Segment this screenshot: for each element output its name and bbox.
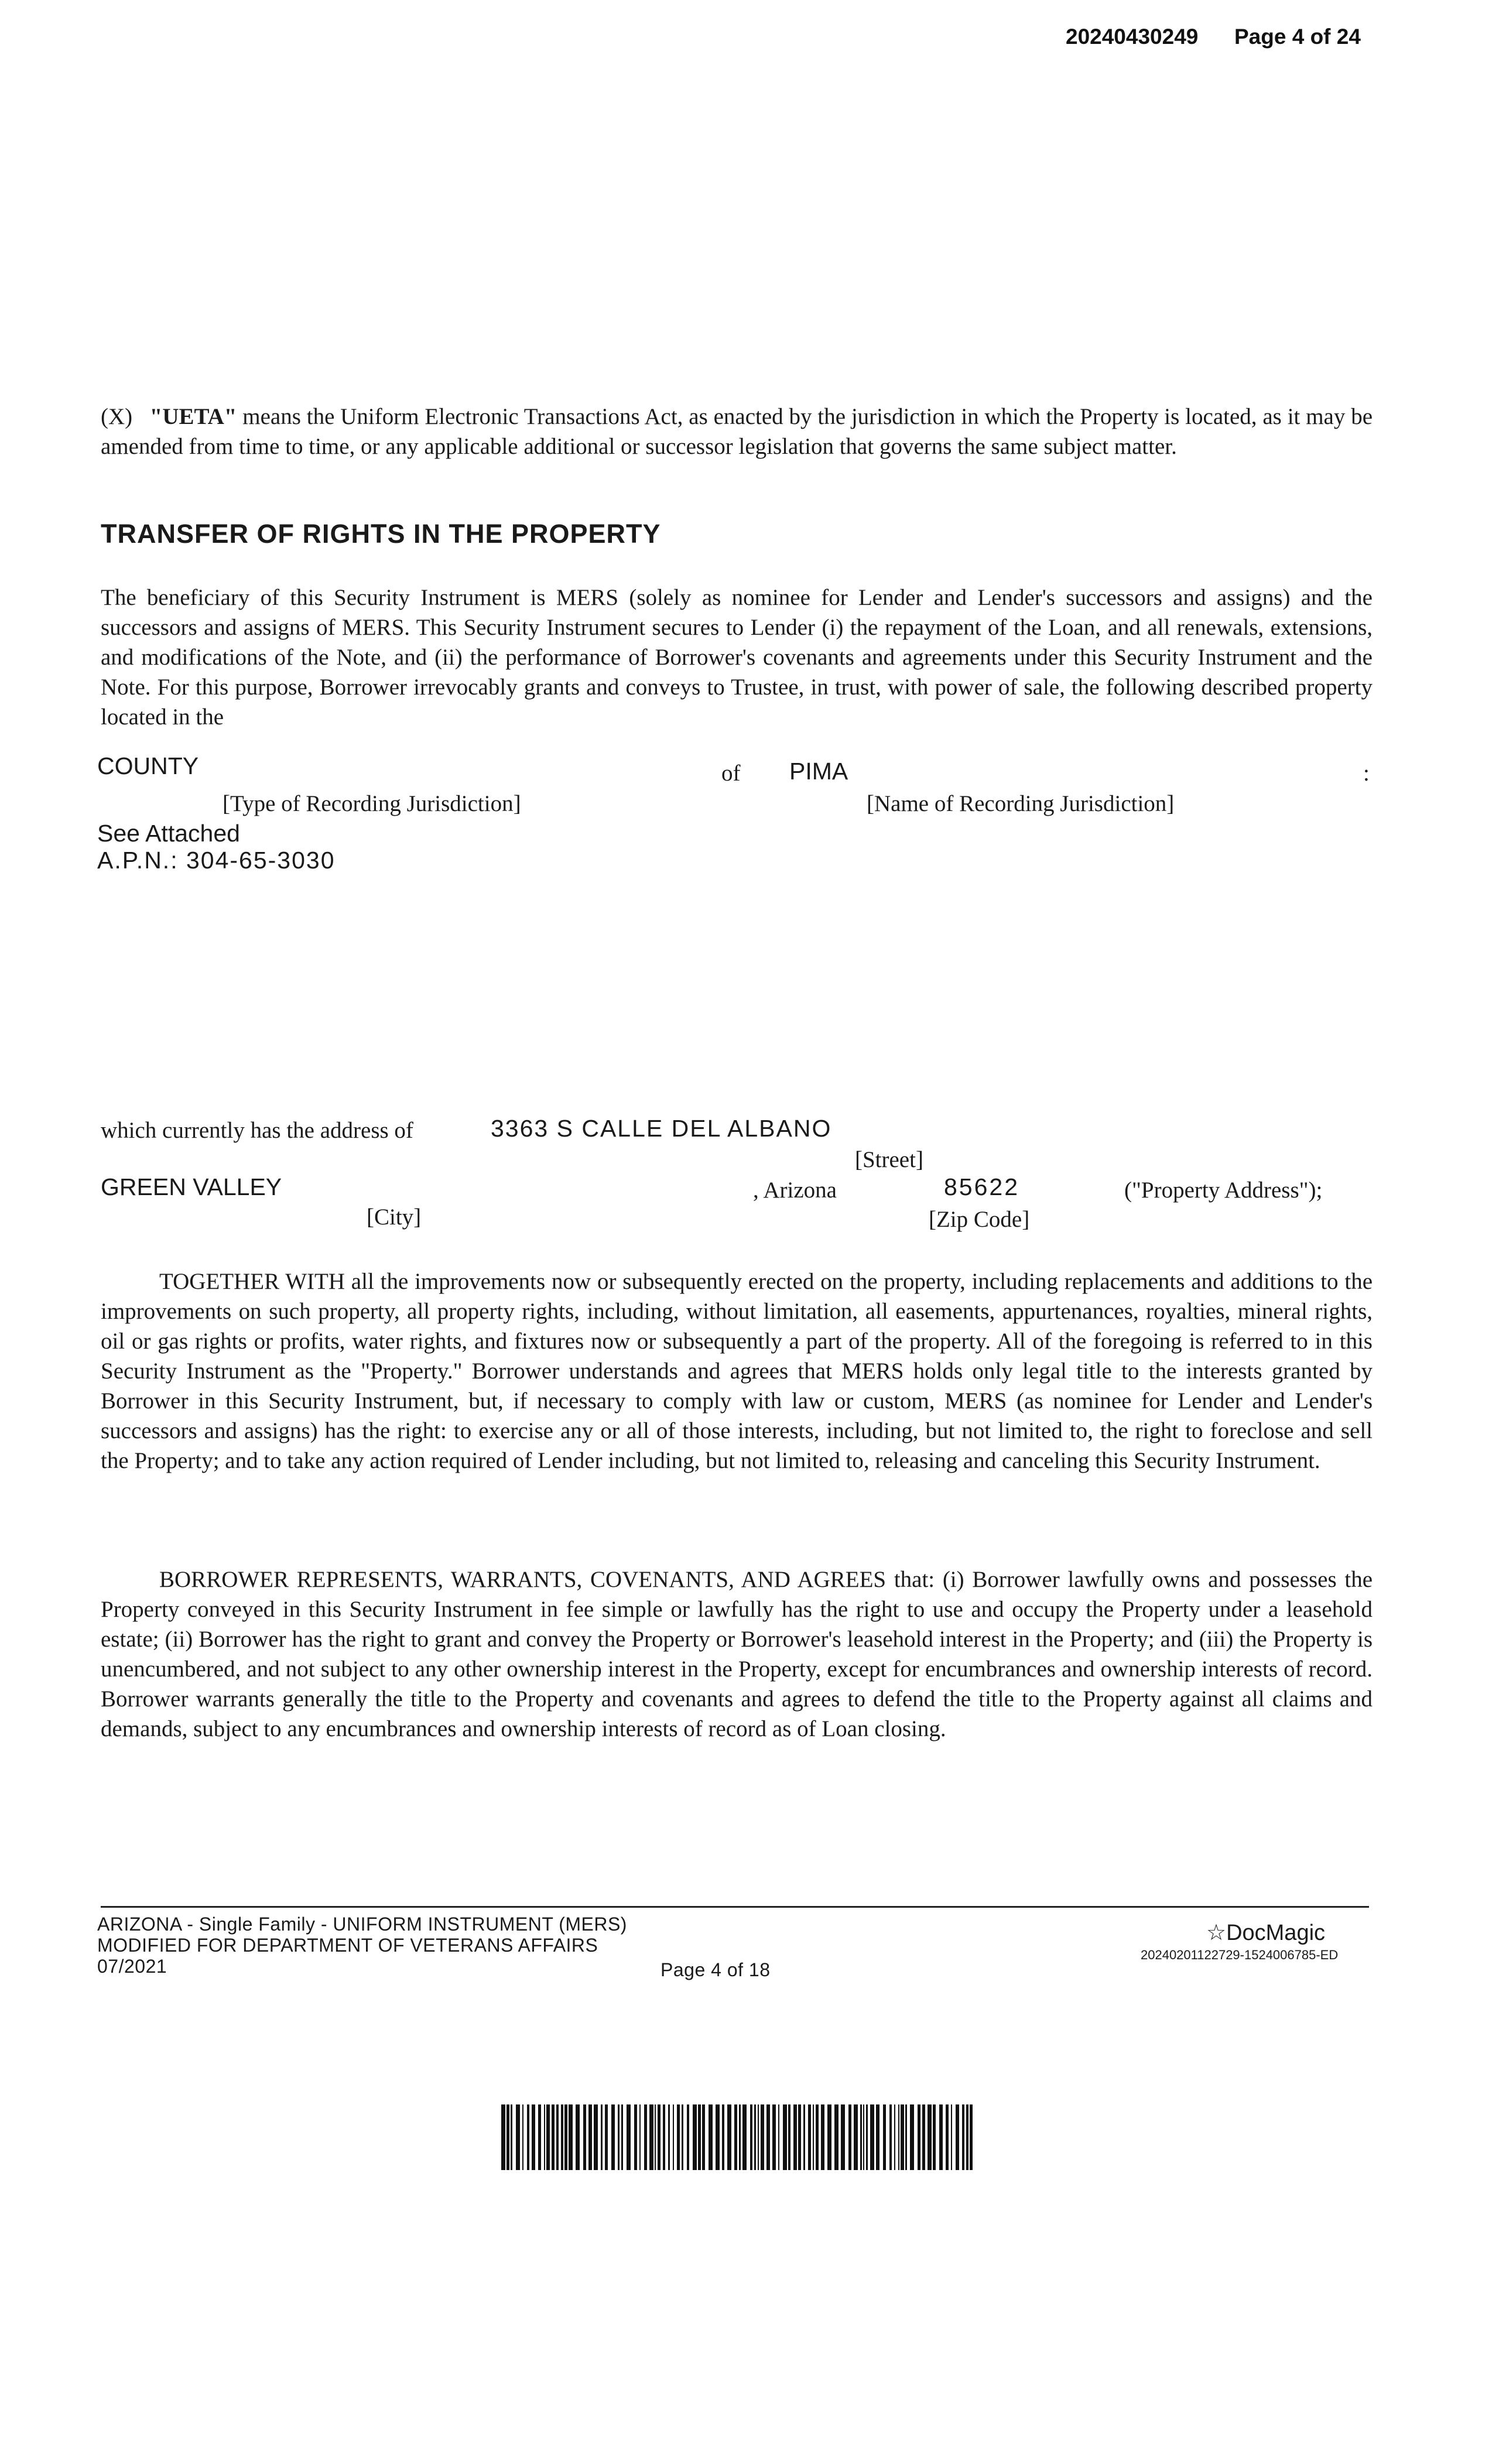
barcode-bar [883, 2104, 886, 2170]
state: , Arizona [753, 1178, 837, 1203]
barcode-bar [758, 2104, 759, 2170]
barcode-bar [693, 2104, 697, 2170]
barcode-bar [552, 2104, 555, 2170]
legal-description-apn: A.P.N.: 304-65-3030 [97, 847, 336, 874]
barcode-bar [742, 2104, 747, 2170]
together-with-paragraph: TOGETHER WITH all the improvements now or subsequently erected on the property, including replacements and additions to the improvements on such property, all property rights, including, without limitation, all easements, appurtenances, royalties, mineral rights, oil or gas rights or profits, water rights, and fixtures now or subsequently a part of the property. All of the foregoing is referred to in this Security Instrument as the "Property." Borrower understands and agrees that MERS holds only legal title to the interests granted by Borrower in this Security Instrument, but, if necessary to comply with law or custom, MERS (as nominee for Lender and Lender's successors and assigns) has the right: to exercise any or all of those interests, including, but not limited to, the right to foreclose and sell the Property; and to take any action required of Lender including, but not limited to, releasing and canceling this Security Instrument. [101, 1269, 1373, 1473]
barcode-bar [894, 2104, 895, 2170]
barcode-bar [772, 2104, 776, 2170]
docmagic-logo [1206, 1919, 1325, 1946]
barcode-bar [739, 2104, 741, 2170]
page-label: Page 4 of 24 [1234, 25, 1361, 49]
barcode-bar [827, 2104, 831, 2170]
barcode-bar [816, 2104, 819, 2170]
transfer-paragraph: The beneficiary of this Security Instrument is MERS (solely as nominee for Lender and Lender's successors and assigns) and the successors and assigns of MERS. This Security Instrument secures to Lender (i) the repayment of the Loan, and all renewals, extensions, and modifications of the Note, and (ii) the performance of Borrower's covenants and agreements under this Security Instrument and the Note. For this purpose, Borrower irrevocably grants and conveys to Trustee, in trust, with power of sale, the following described property located in the [101, 585, 1373, 730]
barcode-bar [905, 2104, 907, 2170]
barcode-bar [501, 2104, 505, 2170]
barcode-bar [901, 2104, 904, 2170]
barcode-bar [854, 2104, 858, 2170]
barcode-bar [761, 2104, 764, 2170]
city-caption: [City] [367, 1204, 422, 1230]
barcode-bar [702, 2104, 705, 2170]
barcode-bar [658, 2104, 660, 2170]
barcode-bar [611, 2104, 615, 2170]
address-intro: which currently has the address of [101, 1118, 413, 1143]
barcode-bar [673, 2104, 674, 2170]
barcode-bar [644, 2104, 647, 2170]
barcode-bar [727, 2104, 731, 2170]
barcode-bar [588, 2104, 592, 2170]
barcode-bar [889, 2104, 892, 2170]
barcode-bar [793, 2104, 797, 2170]
street-address: 3363 S CALLE DEL ALBANO [491, 1115, 832, 1142]
barcode-bar [821, 2104, 824, 2170]
barcode-bar [808, 2104, 811, 2170]
ueta-term: "UETA" [149, 404, 237, 429]
barcode-bar [621, 2104, 623, 2170]
city: GREEN VALLEY [101, 1173, 282, 1200]
barcode-bar [544, 2104, 545, 2170]
barcode-bar [511, 2104, 512, 2170]
barcode-bar [910, 2104, 914, 2170]
barcode-bar [663, 2104, 665, 2170]
property-address-label: ("Property Address"); [1124, 1178, 1323, 1203]
barcode-bar [863, 2104, 864, 2170]
barcode-bar [956, 2104, 959, 2170]
jurisdiction-colon: : [1363, 761, 1370, 786]
barcode-bar [564, 2104, 567, 2170]
barcode-bar [605, 2104, 608, 2170]
section-heading: TRANSFER OF RIGHTS IN THE PROPERTY [101, 519, 661, 549]
barcode-bar [939, 2104, 943, 2170]
barcode-bar [682, 2104, 683, 2170]
recording-number: 20240430249 [1066, 25, 1199, 49]
barcode-bar [649, 2104, 653, 2170]
jurisdiction-name-caption: [Name of Recording Jurisdiction] [867, 791, 1175, 816]
barcode-bar [569, 2104, 573, 2170]
street-caption: [Street] [855, 1147, 923, 1172]
barcode-bar [716, 2104, 720, 2170]
of-word: of [721, 761, 741, 786]
barcode-bar [841, 2104, 845, 2170]
barcode-bar [754, 2104, 756, 2170]
barcode-bar [734, 2104, 737, 2170]
star-icon: ☆ [1206, 1921, 1227, 1945]
barcode-bar [970, 2104, 973, 2170]
legal-description-line1: See Attached [97, 820, 240, 847]
barcode-bar [951, 2104, 952, 2170]
barcode-bar [627, 2104, 631, 2170]
barcode-bar [946, 2104, 949, 2170]
borrower-represents-paragraph: BORROWER REPRESENTS, WARRANTS, COVENANTS, AND AGREES that: (i) Borrower lawfully owns and possesses the Property conveyed in this Security Instrument in fee simple or lawfully has the right to use and occupy the Property under a leasehold estate; (ii) Borrower has the right to grant and convey the Property or Borrower's leasehold interest in the Property; and (iii) the Property is unencumbered, and not subject to any other ownership interest in the Property, except for encumbrances and ownership interests of record. Borrower warrants generally the title to the Property and covenants and agrees to defend the title to the Property against all claims and demands, subject to any encumbrances and ownership interests of record as of Loan closing. [101, 1567, 1373, 1741]
docmagic-brand: DocMagic [1226, 1921, 1326, 1945]
barcode-bar [933, 2104, 936, 2170]
barcode-bar [928, 2104, 932, 2170]
ueta-text: means the Uniform Electronic Transactions Act, as enacted by the jurisdiction in which the Property is located, as it may be amended from time to time, or any applicable additional or successor legislation that governs the same subject matter. [101, 404, 1373, 459]
barcode [501, 2104, 973, 2170]
barcode-bar [966, 2104, 968, 2170]
barcode-bar [668, 2104, 670, 2170]
form-date: 07/2021 [97, 1956, 167, 1977]
barcode-bar [583, 2104, 586, 2170]
barcode-bar [538, 2104, 541, 2170]
barcode-bar [876, 2104, 879, 2170]
barcode-bar [576, 2104, 580, 2170]
barcode-bar [870, 2104, 874, 2170]
barcode-bar [860, 2104, 862, 2170]
zip-caption: [Zip Code] [929, 1207, 1030, 1232]
barcode-bar [639, 2104, 641, 2170]
barcode-bar [834, 2104, 839, 2170]
barcode-bar [798, 2104, 801, 2170]
barcode-bar [813, 2104, 814, 2170]
barcode-bar [788, 2104, 790, 2170]
barcode-bar [527, 2104, 529, 2170]
barcode-bar [898, 2104, 899, 2170]
barcode-bar [556, 2104, 559, 2170]
ueta-label: (X) [101, 404, 133, 429]
barcode-bar [918, 2104, 920, 2170]
barcode-bar [522, 2104, 523, 2170]
barcode-bar [698, 2104, 701, 2170]
barcode-bar [778, 2104, 779, 2170]
barcode-bar [709, 2104, 713, 2170]
barcode-bar [866, 2104, 868, 2170]
form-subtitle: MODIFIED FOR DEPARTMENT OF VETERANS AFFAIRS [97, 1935, 598, 1956]
barcode-bar [594, 2104, 598, 2170]
form-title: ARIZONA - Single Family - UNIFORM INSTRUMENT (MERS) [97, 1914, 627, 1935]
barcode-bar [803, 2104, 805, 2170]
barcode-bar [516, 2104, 520, 2170]
jurisdiction-type: COUNTY [97, 752, 199, 779]
ueta-definition [101, 402, 1373, 461]
barcode-bar [922, 2104, 925, 2170]
zip-code: 85622 [944, 1173, 1020, 1200]
barcode-bar [687, 2104, 689, 2170]
barcode-bar [848, 2104, 851, 2170]
barcode-bar [962, 2104, 964, 2170]
barcode-bar [783, 2104, 787, 2170]
barcode-bar [601, 2104, 603, 2170]
barcode-bar [546, 2104, 550, 2170]
barcode-bar [532, 2104, 535, 2170]
docmagic-document-id: 20240201122729-1524006785-ED [1141, 1948, 1339, 1962]
barcode-bar [634, 2104, 637, 2170]
footer-rule [101, 1906, 1369, 1908]
barcode-bar [750, 2104, 752, 2170]
barcode-bar [506, 2104, 509, 2170]
barcode-bar [618, 2104, 620, 2170]
barcode-bar [561, 2104, 563, 2170]
barcode-bar [766, 2104, 770, 2170]
barcode-bar [677, 2104, 680, 2170]
form-page-number: Page 4 of 18 [660, 1959, 771, 1980]
jurisdiction-type-caption: [Type of Recording Jurisdiction] [223, 791, 521, 816]
barcode-bar [722, 2104, 724, 2170]
jurisdiction-name: PIMA [789, 758, 848, 785]
barcode-bar [655, 2104, 656, 2170]
